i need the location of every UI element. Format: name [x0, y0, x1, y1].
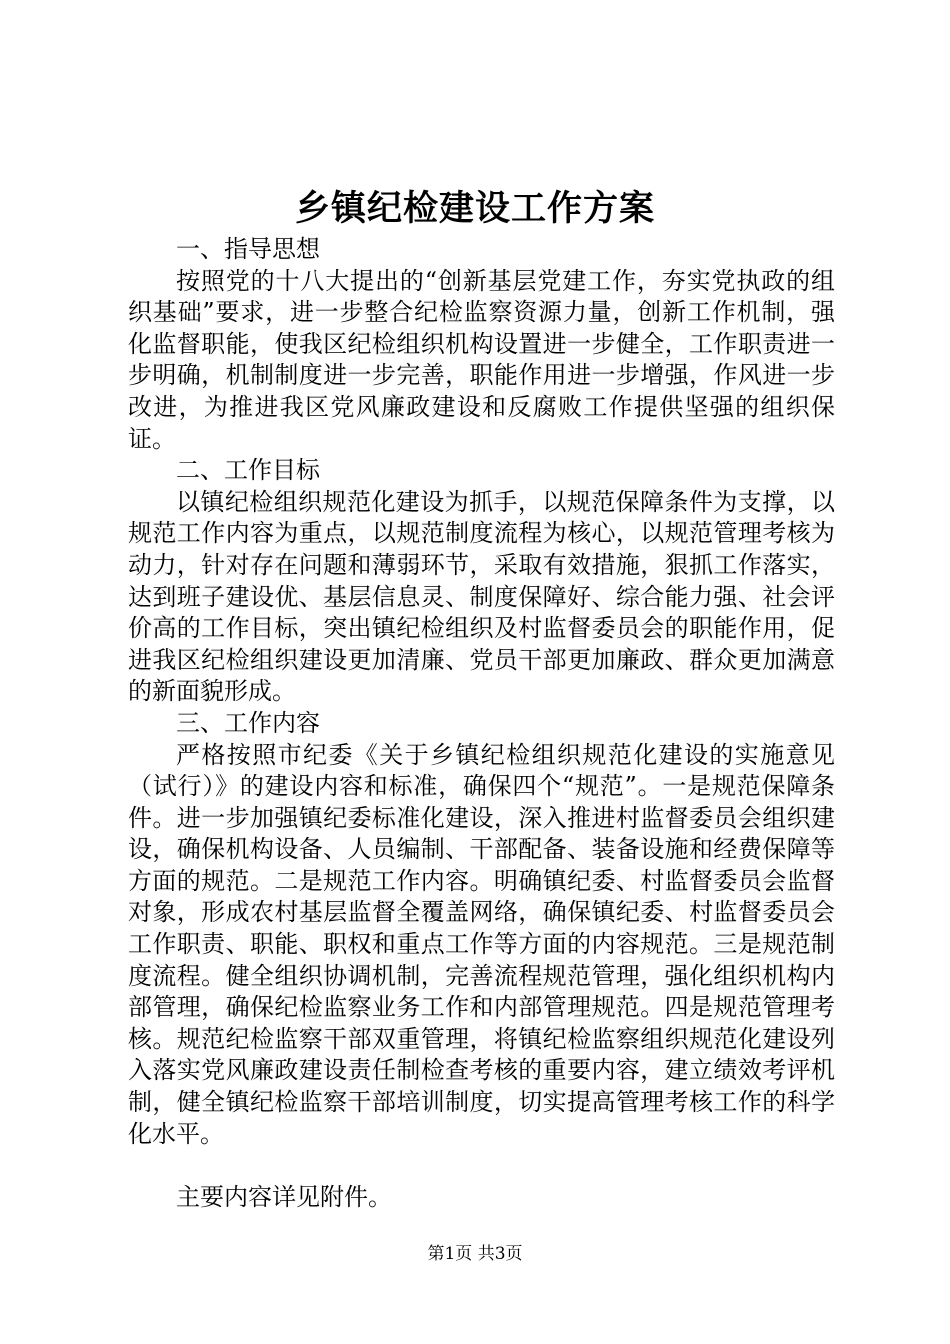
- section-heading-work-content: 三、工作内容: [176, 708, 320, 737]
- section-heading-guiding-ideology: 一、指导思想: [176, 235, 320, 263]
- section-paragraph-work-content: 严格按照市纪委《关于乡镇纪检组织规范化建设的实施意见（试行）》的建设内容和标准，确保四个“规范”。一是规范保障条件。进一步加强镇纪委标准化建设，深入推进村监督委员会组织建设，确保机构设备、人员编制、干部配备、装备设施和经费保障等方面的规范。二是规范工作内容。明确镇纪委、村监督委员会监督对象，形成农村基层监督全覆盖网络，确保镇纪委、村监督委员会工作职责、职能、职权和重点工作等方面的内容规范。三是规范制度流程。健全组织协调机制，完善流程规范管理，强化组织机构内部管理，确保纪检监察业务工作和内部管理规范。四是规范管理考核。规范纪检监察干部双重管理，将镇纪检监察组织规范化建设列入落实党风廉政建设责任制检查考核的重要内容，建立绩效考评机制，健全镇纪检监察干部培训制度，切实提高管理考核工作的科学化水平。: [128, 740, 835, 1148]
- section-paragraph-guiding-ideology: 按照党的十八大提出的“创新基层党建工作，夯实党执政的组织基础”要求，进一步整合纪检监察资源力量，创新工作机制，强化监督职能，使我区纪检组织机构设置进一步健全，工作职责进一步明确，机制制度进一步完善，职能作用进一步增强，作风进一步改进，为推进我区党风廉政建设和反腐败工作提供坚强的组织保证。: [128, 266, 835, 453]
- blank-line: [128, 1150, 835, 1182]
- section-paragraph-work-goals: 以镇纪检组织规范化建设为抓手，以规范保障条件为支撑，以规范工作内容为重点，以规范制度流程为核心，以规范管理考核为动力，针对存在问题和薄弱环节，采取有效措施，狠抓工作落实，达到班子建设优、基层信息灵、制度保障好、综合能力强、社会评价高的工作目标，突出镇纪检组织及村监督委员会的职能作用，促进我区纪检组织建设更加清廉、党员干部更加廉政、群众更加满意的新面貌形成。: [128, 487, 835, 706]
- document-body: [128, 234, 835, 1213]
- closing-note: 主要内容详见附件。: [176, 1182, 392, 1211]
- section-heading-work-goals: 二、工作目标: [176, 456, 320, 485]
- document-title: 乡镇纪检建设工作方案: [294, 188, 655, 229]
- page-number-footer: 第1页 共3页: [427, 1244, 523, 1264]
